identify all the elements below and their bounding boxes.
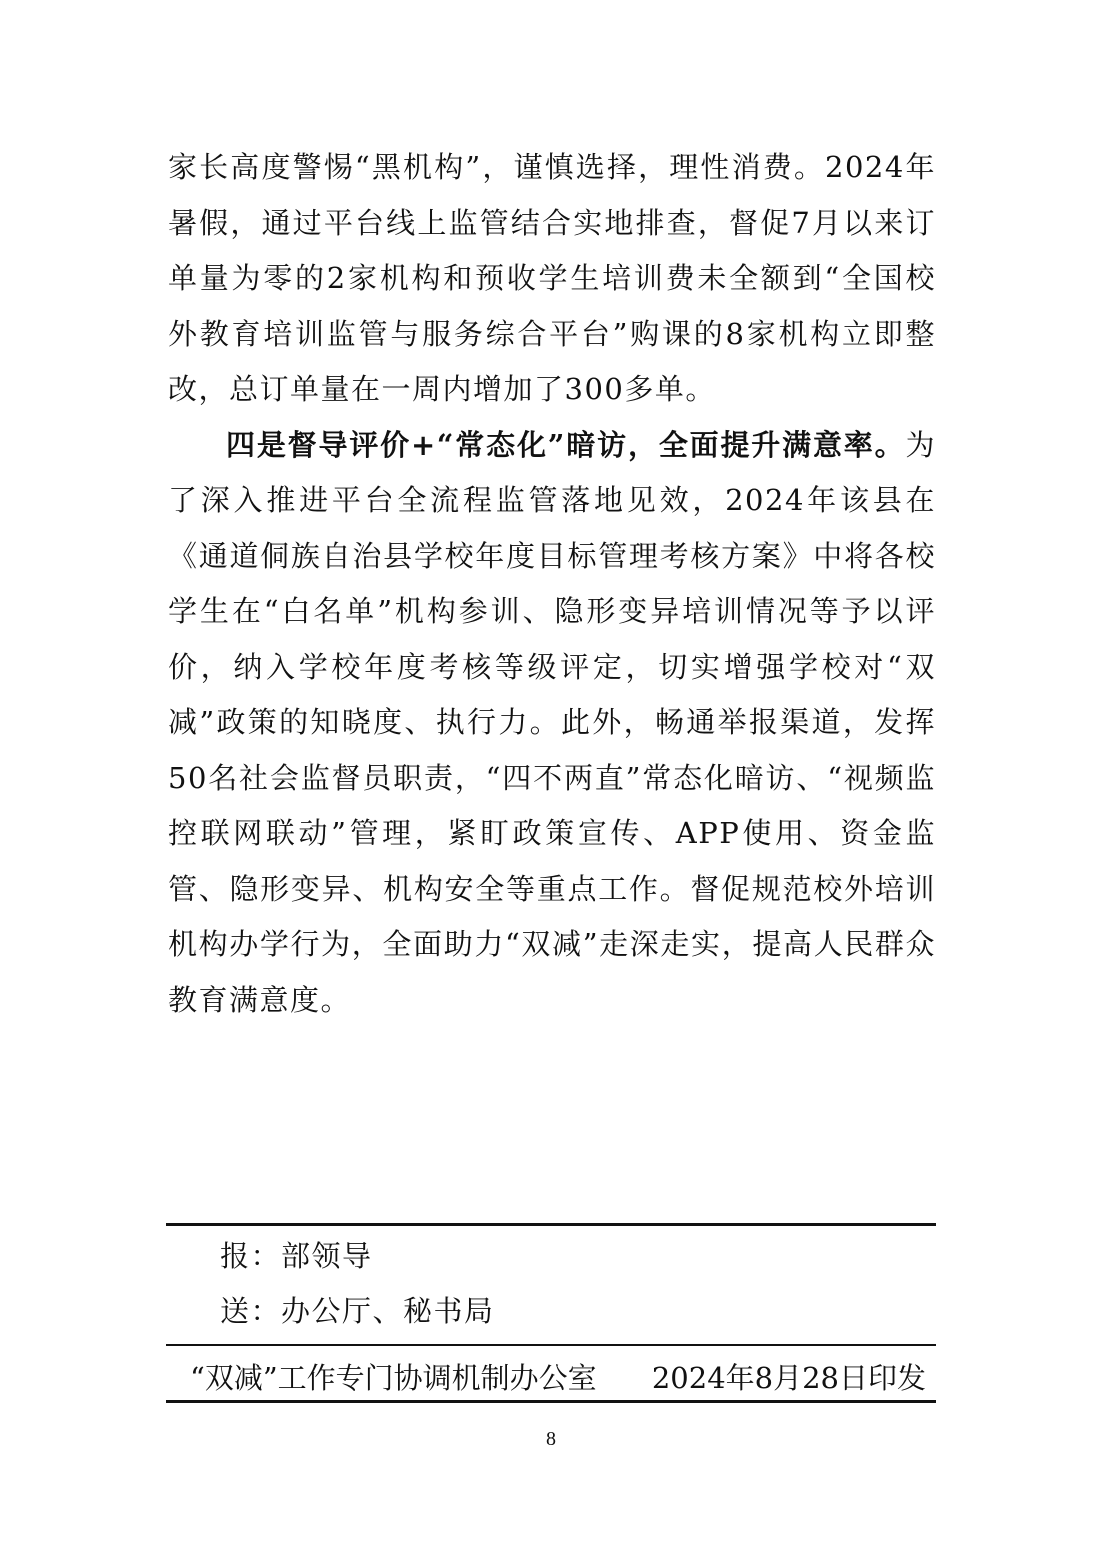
paragraph-2-heading: 四是督导评价+“常态化”暗访，全面提升满意率。 <box>226 427 906 462</box>
document-body <box>168 140 936 1028</box>
send-to-line: 送：办公厅、秘书局 <box>220 1294 495 1328</box>
footer-bottom-rule <box>166 1400 936 1403</box>
issuer-office: “双减”工作专门协调机制办公室 <box>190 1361 597 1395</box>
report-to-line: 报：部领导 <box>220 1239 373 1273</box>
paragraph-2-text: 为了深入推进平台全流程监管落地见效，2024年该县在《通道侗族自治县学校年度目标管理考核方案》中将各校学生在“白名单”机构参训、隐形变异培训情况等予以评价，纳入学校年度考核等级评定，切实增强学校对“双减”政策的知晓度、执行力。此外，畅通举报渠道，发挥50名社会监督员职责，“四不两直”常态化暗访、“视频监控联网联动”管理，紧盯政策宣传、APP使用、资金监管、隐形变异、机构安全等重点工作。督促规范校外培训机构办学行为，全面助力“双减”走深走实，提高人民群众教育满意度。 <box>168 427 936 1017</box>
page-number: 8 <box>546 1428 556 1450</box>
distribution-top-rule <box>166 1223 936 1226</box>
paragraph-2 <box>168 418 936 1029</box>
distribution-middle-rule <box>166 1344 936 1346</box>
issue-date: 2024年8月28日印发 <box>651 1361 926 1395</box>
paragraph-1: 家长高度警惕“黑机构”，谨慎选择，理性消费。2024年暑假，通过平台线上监管结合实地排查，督促7月以来订单量为零的2家机构和预收学生培训费未全额到“全国校外教育培训监管与服务综合平台”购课的8家机构立即整改，总订单量在一周内增加了300多单。 <box>168 150 936 406</box>
